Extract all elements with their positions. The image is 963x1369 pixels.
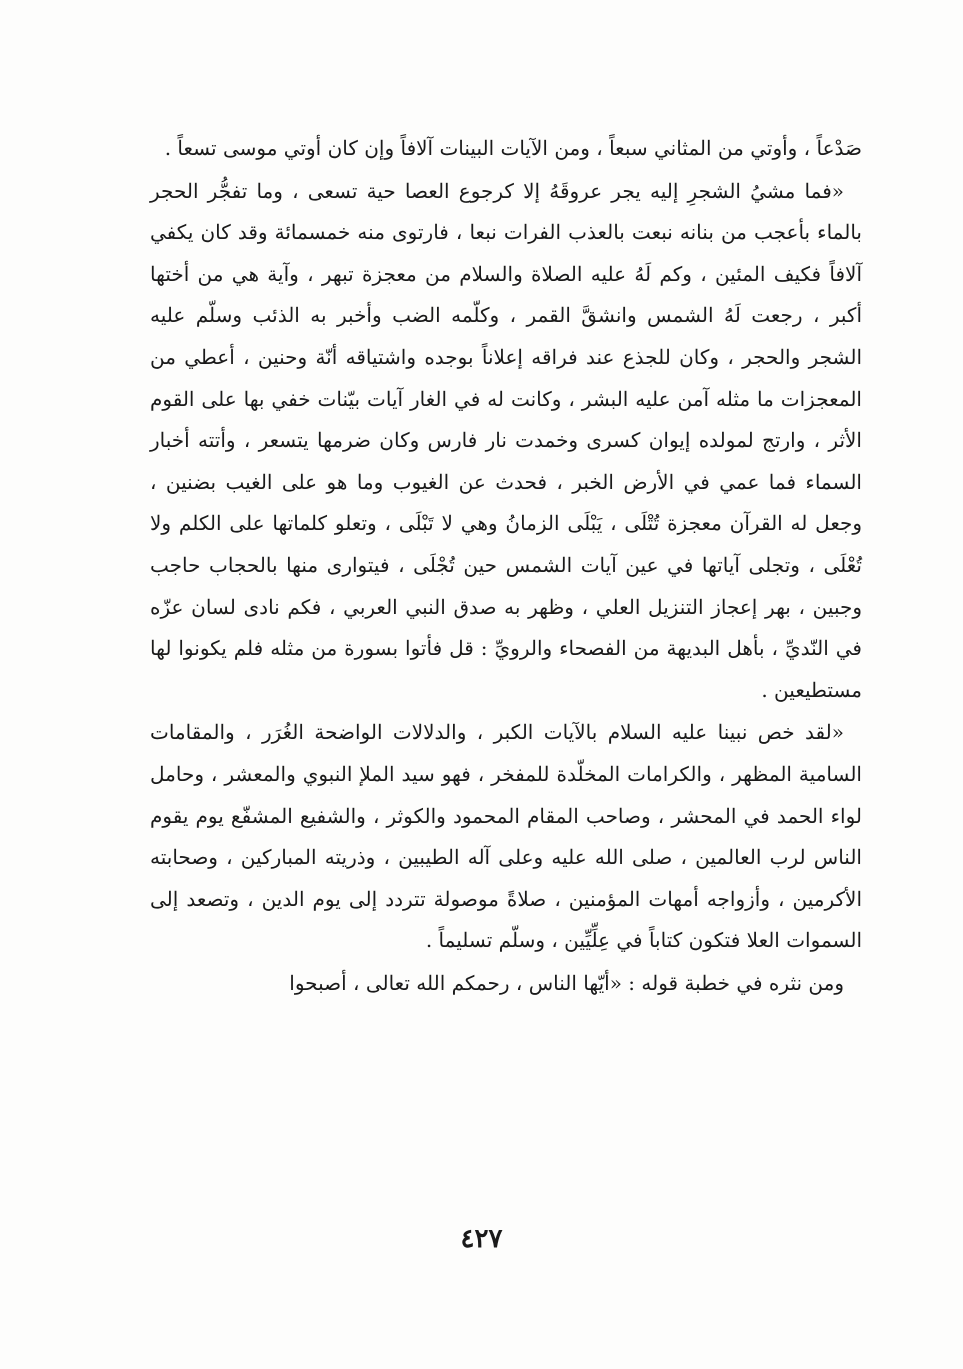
paragraph-1: صَدْعاً ، وأوتي من المثاني سبعاً ، ومن الآيات البينات آلافاً وإن كان أوتي موسى تسعاً . xyxy=(164,136,862,160)
page-number: ٤٢٧ xyxy=(460,1224,503,1254)
paragraph-3: «لقد خص نبينا عليه السلام بالآيات الكبر ، والدلالات الواضحة الغُرَر ، والمقامات السامية المظهر ، والكرامات المخلّدة للمفخر ، فهو سيد الملإ النبوي والمعشر ، وحامل لواء الحمد في المحشر ، وصاحب المقام المحمود والكوثر ، والشفيع المشفّع يوم يقوم الناس لرب العالمين ، صلى الله عليه وعلى آله الطيبين ، وذريته المباركين ، وصحابته الأكرمين ، وأزواجه أمهات المؤمنين ، صلاةً موصولة تتردد إلى يوم الدين ، وتصعد إلى السموات العلا فتكون كتاباً في عِلِّيِّين ، وسلّم تسليماً . xyxy=(150,720,862,953)
paragraph-2: «فما مشيُ الشجرِ إليه يجر عروقَهُ إلا كرجوع العصا حية تسعى ، وما تفجُّر الحجر بالماء بأعجب من بنانه نبعت بالعذب الفرات نبعا ، فارتوى منه خمسمائة وقد كان يكفي آلافاً فكيف المئين ، وكم لَهُ عليه الصلاة والسلام من معجزة تبهر ، وآية هي من أختها أكبر ، رجعت لَهُ الشمس وانشقَّ القمر ، وكلّمه الضب وأخبر به الذئب وسلّم عليه الشجر والحجر ، وكان للجذع عند فراقه إعلاناً بوجده واشتياقه أنّة وحنين ، أعطي من المعجزات ما مثله آمن عليه البشر ، وكانت له في الغار آيات بيّنات خفي بها على القوم الأثر ، وارتج لمولده إيوان كسرى وخمدت نار فارس وكان ضرمها يتسعر ، وأتته أخبار السماء فما عمي في الأرض الخبر ، فحدث عن الغيوب وما هو على الغيب بضنين ، وجعل له القرآن معجزة تُتْلَى ، يَبْلَى الزمانُ وهي لا تَبْلَى ، وتعلو كلماتها على الكلم ولا تُعْلَى ، وتجلى آياتها في عين آيات الشمس حين تُجْلَى ، فيتوارى منها بالحجاب حاجب وجبين ، بهر إعجاز التنزيل العلي ، وظهر به صدق النبي العربي ، فكم نادى لسان عزّه في النّديِّ ، بأهل البديهة من الفصحاء والرويِّ : قل فأتوا بسورة من مثله فلم يكونوا لها مستطيعين . xyxy=(150,178,863,702)
paragraph-4: ومن نثره في خطبة قوله : «أيّها الناس ، رحمكم الله تعالى ، أصبحوا xyxy=(289,970,844,995)
body-text xyxy=(150,128,862,1004)
